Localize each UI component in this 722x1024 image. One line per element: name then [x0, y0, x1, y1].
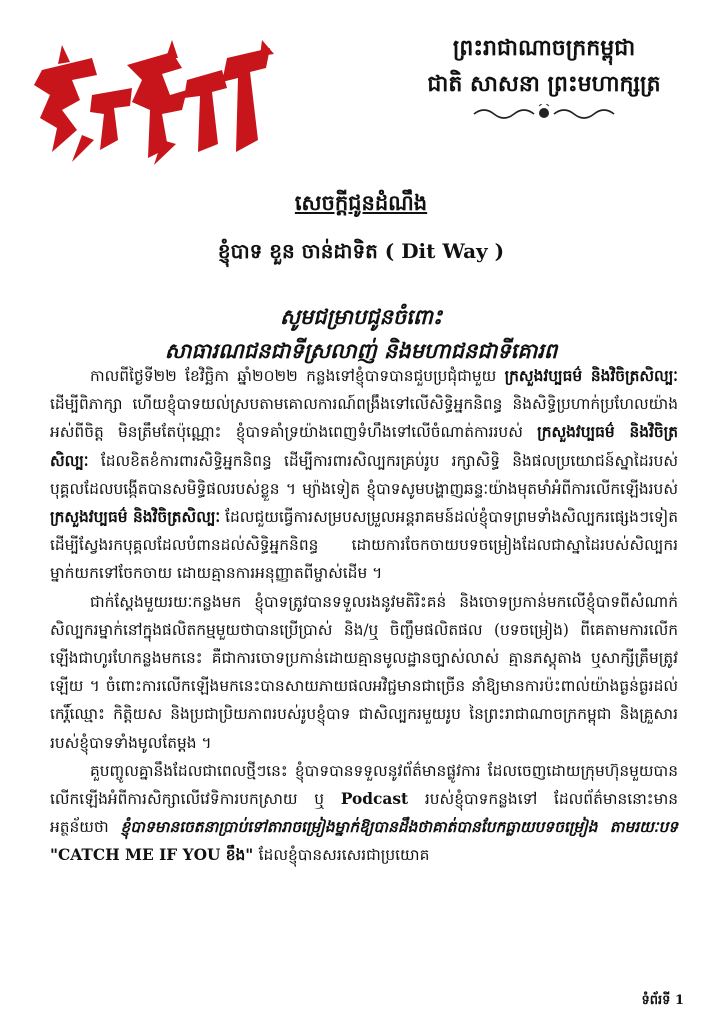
p1-text-4: ដែលជួយធ្វើការសម្របសម្រួលអន្តរាគមន៍ដល់ខ្ញុំបាទព្រមទាំងសិល្បករផ្សេងៗទៀត ដើម្បីស្វែងរកបុគ្គលដែលបំពានដល់សិទ្ធិអ្នកនិពន្ធ ដោយការចែកចាយបទចម្រៀងដែលជាស្នាដៃរបស់សិល្បករម្នាក់យកទៅចែកចាយ ដោយគ្មានការអនុញ្ញាតពីម្ចាស់ដើម ។: [50, 508, 678, 583]
logo: [22, 40, 280, 165]
page-number: ទំព័រទី 1: [641, 993, 684, 1008]
paragraph-3: [50, 757, 678, 870]
logo-graphic: [22, 40, 280, 165]
author-line: ខ្ញុំបាទ ខួន ចាន់ដាទិត ( Dit Way ): [217, 239, 505, 263]
kingdom-line-1: ព្រះរាជាណាចក្រកម្ពុជា: [452, 35, 636, 61]
ornament-divider: [469, 104, 619, 124]
ministry-name: ក្រសួងវប្បធម៌ និងវិចិត្រសិល្បៈ: [50, 508, 221, 527]
p3-text-1: គួបញ្ចូលគ្នានឹងដែលជាពេលថ្មីៗនេះ ខ្ញុំបាទបានទទួលនូវព័ត៌មានផ្លូវការ ដែលចេញដោយក្រុមហ៊ុនមួយបានលើកឡើងអំពីការសិក្សាលើវេទិការបកស្រាយ ឬ: [50, 761, 678, 809]
paragraph-1: [50, 362, 678, 588]
announcement-title: សេចក្តីជូនដំណឹង: [294, 190, 428, 215]
ministry-name: ក្រសួងវប្បធម៌ និងវិចិត្រសិល្បៈ: [504, 367, 678, 385]
ministry-name: ក្រសួងវប្បធម៌ និងវិចិត្រសិល្បៈ: [50, 423, 678, 470]
p3-text-3: ដែលខ្ញុំបានសរសេរជាប្រយោគ: [258, 846, 430, 865]
kingdom-motto: [394, 30, 694, 124]
greeting-line-2: សាធារណជនជាទីស្រលាញ់ និងមហាជនជាទីគោរព: [164, 338, 558, 363]
kingdom-line-2: ជាតិ សាសនា ព្រះមហាក្សត្រ: [427, 71, 661, 97]
song-title: "CATCH ME IF YOU ខឹង": [50, 846, 259, 865]
letter-body: [50, 362, 678, 870]
paragraph-2: ជាក់ស្តែងមួយរយៈកន្លងមក ខ្ញុំបាទត្រូវបានទទួលរងនូវមតិរិះគន់ និងចោទប្រកាន់មកលើខ្ញុំបាទពីសំណាក់សិល្បករម្នាក់នៅក្នុងផលិតកម្មមួយថាបានប្រើប្រាស់ និង/ឬ ចិញ្ចឹមផលិតផល (បទចម្រៀង) ពីគេតាមការលើកឡើងជាហូរហែកន្លងមកនេះ គឺជាការចោទប្រកាន់ដោយគ្មានមូលដ្ឋានច្បាស់លាស់ គ្មានភស្តុតាង ឬសាក្សីត្រឹមត្រូវឡើយ ។ ចំពោះការលើកឡើងមកនេះបានសាយភាយផលអវិជ្ជមានជាច្រើន នាំឱ្យមានការប៉ះពាល់យ៉ាងធ្ងន់ធ្ងរដល់កេរ្តិ៍ឈ្មោះ កិត្តិយស និងប្រជាប្រិយភាពរបស់រូបខ្ញុំបាទ ជាសិល្បករមួយរូប នៃព្រះរាជាណាចក្រកម្ពុជា និងគ្រួសាររបស់ខ្ញុំបាទទាំងមូលតែម្តង ។: [50, 592, 678, 752]
p1-text-2: ដើម្បីពិភាក្សា ហើយខ្ញុំបាទយល់ស្របតាមគោលការណ៍ពង្រឹងទៅលើសិទ្ធិអ្នកនិពន្ធ និងសិទ្ធិប្រហាក់ប្រហែលយ៉ាងអស់ពីចិត្ត មិនត្រឹមតែប៉ុណ្ណោះ ខ្ញុំបាទគាំទ្រយ៉ាងពេញទំហឹងទៅលើចំណាត់ការរបស់: [50, 395, 678, 442]
p3-text-2: របស់ខ្ញុំបាទកន្លងទៅ ដែលព័ត៌មាននោះមានអត្ថន័យថា: [50, 790, 678, 837]
greeting: [0, 300, 722, 368]
podcast-label: Podcast: [340, 790, 409, 809]
p1-text-1: កាលពីថ្ងៃទី២២ ខែវិច្ឆិកា ឆ្នាំ២០២២ កន្លងទៅខ្ញុំបាទបានជួបប្រជុំជាមួយ: [90, 367, 505, 385]
p1-text-3: ដែលខិតខំការពារសិទ្ធិអ្នកនិពន្ធ ដើម្បីការពារសិល្បករគ្រប់រូប រក្សាសិទ្ធិ និងផលប្រយោជន៍ស្នាដៃរបស់បុគ្គលដែលបង្កើតបានសមិទ្ធិផលរបស់ខ្លួន ។ ម្យ៉ាងទៀត ខ្ញុំបាទសូមបង្ហាញឆន្ទៈយ៉ាងមុតមាំអំពីការលើកឡើងរបស់: [50, 451, 678, 498]
p3-quote: ខ្ញុំបាទមានចេតនាប្រាប់ទៅតារាចម្រៀងម្នាក់ឱ្យបានដឹងថាគាត់បានបែកធ្លាយបទចម្រៀង តាមរយៈបទ: [120, 818, 678, 837]
greeting-line-1: សូមជម្រាបជូនចំពោះ: [279, 304, 443, 329]
